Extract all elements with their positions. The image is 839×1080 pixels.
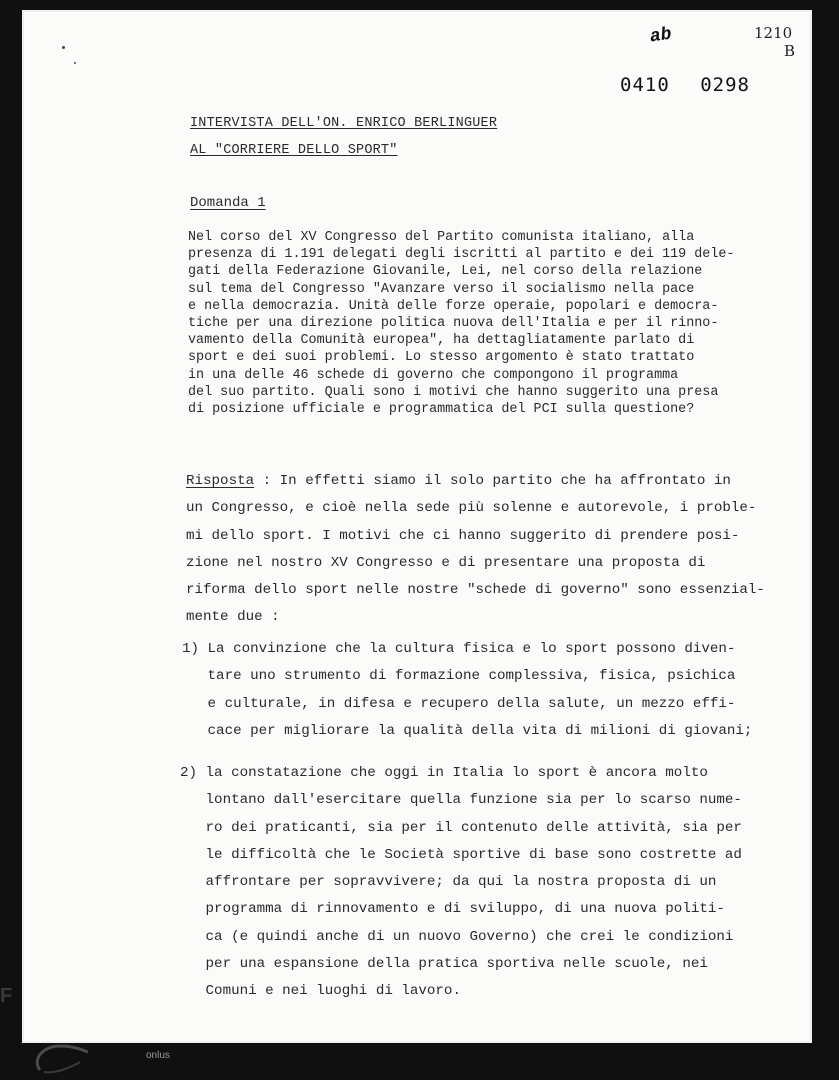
answer-text: : In effetti siamo il solo partito che ha affrontato in un Congresso, e cioè nella sede più solenne e autorevole, i proble- mi dello sport. I motivi che ci hanno suggerito di prendere posi- zione nel nostro XV Congresso e di presentare una proposta di riforma dello sport nelle nostre "schede di governo" sono essenzial- mente due : (186, 473, 765, 626)
document-number: 0410 0298 (620, 74, 750, 96)
ink-speck (62, 46, 65, 49)
swoosh-logo-icon (30, 1038, 90, 1076)
list-item: 1) La convinzione che la cultura fisica e lo sport possono diven- tare uno strumento di formazione complessiva, fisica, psichica e culturale, in difesa e recupero della salute, un mezzo effi- cace per migliorare la qualità della vita di milioni di giovani; (182, 641, 753, 739)
title-line-1: INTERVISTA DELL'ON. ENRICO BERLINGUER (190, 116, 498, 131)
answer-label: Risposta (186, 473, 255, 489)
handwritten-annotation (754, 24, 795, 60)
question-heading: Domanda 1 (190, 195, 266, 211)
corner-logo: F (0, 985, 13, 1007)
ink-speck (74, 62, 76, 64)
title-line-2: AL "CORRIERE DELLO SPORT" (190, 143, 398, 158)
question-text: Nel corso del XV Congresso del Partito comunista italiano, alla presenza di 1.191 delegati degli iscritti al partito e dei 119 dele- gati della Federazione Giovanile, Lei, nel corso della relazione sul tema del Congresso "Avanzare verso il socialismo nella pace e nella democrazia. Unità delle forze operaie, popolari e democra- tiche per una direzione politica nuova dell'Italia e per il rinno- vamento della Comunità europea", ha dettagliatamente parlato di sport e dei suoi problemi. Lo stesso argomento è stato trattato in una delle 46 schede di governo che compongono il programma del suo partito. Quali sono i motivi che hanno suggerito una presa di posizione ufficiale e programmatica del PCI sulla questione? (188, 230, 735, 418)
handwritten-letter: B (784, 42, 796, 60)
list-item: 2) la constatazione che oggi in Italia lo sport è ancora molto lontano dall'esercitare quella funzione sia per lo scarso nume- ro dei praticanti, sia per il contenuto delle attività, sia per le difficoltà che le Società sportive di base sono costrette ad affrontare per sopravvivere; da qui la nostra proposta di un programma di rinnovamento e di sviluppo, di una nuova politi- ca (e quindi anche di un nuovo Governo) che crei le condizioni per una espansione della pratica sportiva nelle scuole, nei Comuni e nei luoghi di lavoro. (180, 765, 742, 1000)
handwritten-number: 1210 (754, 24, 793, 42)
answer-paragraph (186, 468, 765, 632)
onlus-label: onlus (146, 1050, 170, 1061)
handwritten-scribble: ab (648, 24, 673, 48)
document-page (22, 10, 812, 1043)
